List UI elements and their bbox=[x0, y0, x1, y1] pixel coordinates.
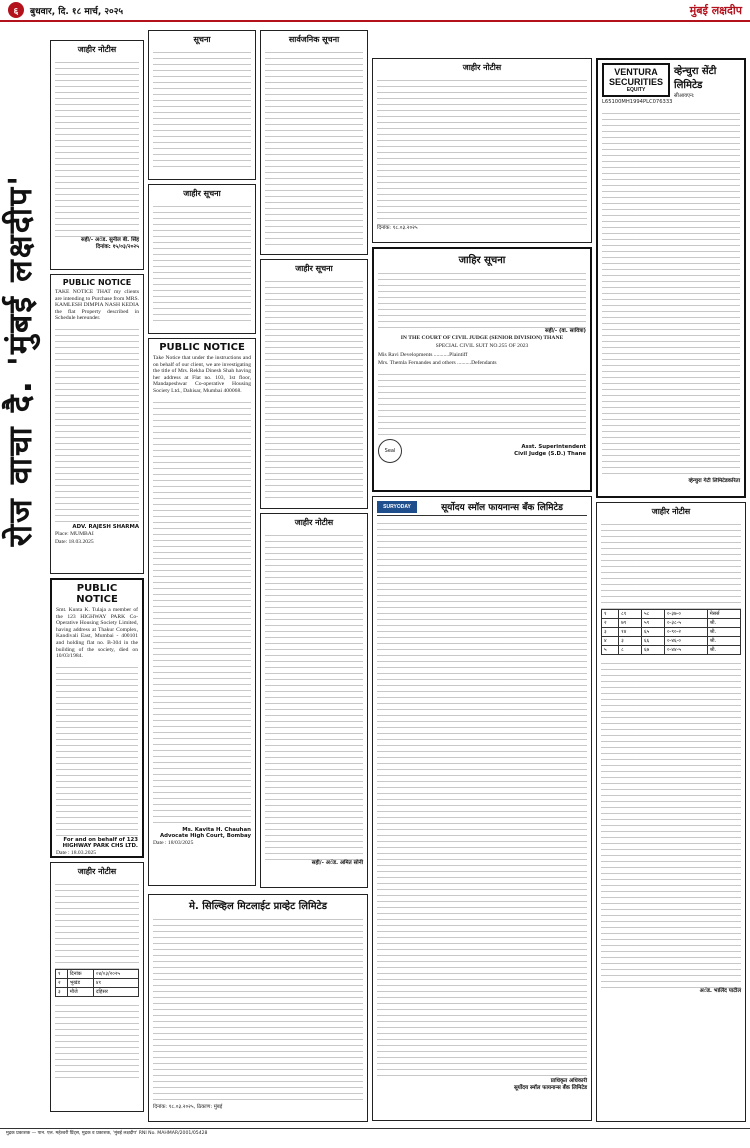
table-cell: श्री. bbox=[707, 628, 740, 637]
notice-signature: अॅड. भालिंद पाटील bbox=[699, 988, 741, 994]
notice-body bbox=[265, 47, 363, 247]
notice-date: दिनांक: १८.०३.२०२५ bbox=[377, 225, 418, 231]
table-row bbox=[602, 619, 741, 628]
table-cell: ७९ bbox=[619, 619, 642, 628]
suryoday-header bbox=[377, 500, 587, 516]
bottom-left-notice bbox=[148, 894, 368, 1124]
notice-box bbox=[50, 274, 144, 574]
notice-title: जाहीर नोटीस bbox=[77, 867, 117, 876]
notice-box bbox=[50, 578, 144, 858]
ventura-body bbox=[602, 108, 740, 478]
table-cell: २ bbox=[56, 979, 68, 988]
column-2 bbox=[148, 30, 256, 890]
notice-box bbox=[148, 30, 256, 180]
notice-box bbox=[50, 862, 144, 1112]
table-cell: ३ bbox=[619, 637, 642, 646]
masthead bbox=[0, 0, 750, 22]
notice-box bbox=[50, 40, 144, 270]
table-cell: २ bbox=[602, 619, 619, 628]
table-cell: ०-९०-२ bbox=[664, 628, 707, 637]
suryoday-signature: प्राधिकृत अधिकारी bbox=[550, 1078, 587, 1084]
notice-body-lines bbox=[56, 662, 138, 837]
column-3 bbox=[260, 30, 368, 890]
notice-title: जाहीर सूचना bbox=[295, 264, 333, 273]
notice-box bbox=[260, 513, 368, 888]
notice-date: Date : 18/03/2025 bbox=[153, 839, 194, 846]
suryoday-notice-box bbox=[372, 496, 592, 1121]
table-cell: श्री. bbox=[707, 619, 740, 628]
notice-title: PUBLIC NOTICE bbox=[62, 278, 132, 287]
notice-role: Advocate High Court, Bombay bbox=[159, 833, 251, 840]
notice-body: Take Notice that under the instructions and on behalf of our client, we are investigating the title of Mrs. Rekha Dinesh Shah having her address at Flat no. 103, 1st floor, Mandapeshwar Co-operative Housing Society Ltd., Dahisar, Mumbai 400068. bbox=[153, 355, 251, 394]
notice-signature: सही/- (वा. सावित्रा) bbox=[544, 328, 586, 334]
table-cell: ०-४४-५ bbox=[664, 646, 707, 655]
notice-date: दिनांक: १५/०३/२०२५ bbox=[95, 243, 139, 250]
table-cell: दहिसर bbox=[93, 988, 138, 997]
suryoday-name: सूर्योदय स्मॉल फायनान्स बँक लिमिटेड bbox=[441, 503, 563, 513]
court-header: IN THE COURT OF CIVIL JUDGE (SENIOR DIVISION) THANE bbox=[400, 334, 564, 341]
table-row bbox=[56, 988, 139, 997]
notice-table bbox=[55, 969, 139, 997]
table-cell: ६६ bbox=[642, 637, 665, 646]
ventura-name: व्हेन्चुरा सेंटी लिमिटेड bbox=[674, 66, 717, 91]
notice-body bbox=[153, 201, 251, 326]
notice-title: PUBLIC NOTICE bbox=[76, 583, 118, 605]
notice-body bbox=[601, 658, 741, 988]
table-cell: ४१ bbox=[93, 979, 138, 988]
notice-body bbox=[377, 75, 587, 225]
table-row bbox=[56, 979, 139, 988]
notice-body bbox=[55, 1000, 139, 1080]
ventura-signature: व्हेन्चुरा गेटी लिमिटेडकरिता bbox=[688, 477, 740, 484]
table-row bbox=[602, 628, 741, 637]
table-cell: ८१ bbox=[619, 610, 642, 619]
table-cell: ६७ bbox=[642, 646, 665, 655]
notice-box bbox=[148, 338, 256, 886]
notice-date: Date : 18.03.2025 bbox=[56, 849, 97, 856]
notice-signature: सही/- अॅड. अमित सोनी bbox=[311, 860, 363, 866]
table-cell: मौजे bbox=[67, 988, 93, 997]
notice-title: PUBLIC NOTICE bbox=[159, 342, 245, 353]
table-cell: ०-४६-० bbox=[664, 637, 707, 646]
notice-title: जाहीर नोटीस bbox=[651, 507, 691, 516]
notice-date: Date: 18.03.2025 bbox=[55, 539, 94, 546]
ventura-logo-line-1: VENTURA bbox=[614, 67, 658, 77]
notice-title: मे. सिल्व्हिल मिटलाईट प्राव्हेट लिमिटेड bbox=[189, 901, 327, 912]
notice-title: जाहीर नोटीस bbox=[294, 518, 334, 527]
issue-date: बुधवार, दि. १८ मार्च, २०२५ bbox=[30, 6, 124, 17]
notice-body bbox=[153, 47, 251, 172]
court-notice-box bbox=[372, 247, 592, 492]
court-signoff-2: Civil Judge (S.D.) Thane bbox=[514, 450, 586, 457]
notice-body-lines bbox=[55, 324, 139, 524]
column-5 bbox=[596, 58, 746, 1124]
suryoday-logo-icon: SURYODAY bbox=[377, 501, 417, 513]
table-cell: भूखंड bbox=[67, 979, 93, 988]
notice-box bbox=[596, 502, 746, 1122]
notice-body bbox=[265, 276, 363, 501]
notice-signature: Ms. Kavita H. Chauhan bbox=[182, 826, 251, 833]
footer: मुद्रक प्रकाशक — पान. एल. महेश्वरी प्रिंट्स, मुद्रक व प्रकाशक, 'मुंबई लक्षदीप' RNI No. MAHMAR/2001/05428 bbox=[0, 1128, 750, 1148]
notice-title: जाहिर सूचना bbox=[458, 255, 506, 266]
notice-signature: ADV. RAJESH SHARMA bbox=[72, 523, 139, 530]
table-cell: १ bbox=[602, 610, 619, 619]
court-signoff: Asst. Superintendent bbox=[521, 444, 586, 451]
table-cell: ३ bbox=[56, 988, 68, 997]
notice-for: For and on behalf of 123 HIGHWAY PARK CHS LTD. bbox=[62, 836, 138, 850]
column-4 bbox=[372, 58, 592, 1124]
notice-box bbox=[260, 259, 368, 509]
notice-body: Smt. Kunta K. Tulaja a member of the 123 HIGHWAY PARK Co-Operative Housing Society Limited, having address at Thakur Complex, Kandivali East, Mumbai - 400101 and holding flat no. B-304 in the building of the society, died on 10/03/1984. bbox=[56, 607, 138, 660]
notice-box bbox=[148, 894, 368, 1122]
vertical-banner-text: रोज वाचा दै. 'मुंबई लक्षदीप' bbox=[0, 173, 39, 547]
table-cell: श्री. bbox=[707, 637, 740, 646]
notice-title: जाहीर नोटीस bbox=[462, 63, 502, 72]
notice-title: जाहीर सूचना bbox=[183, 189, 221, 198]
court-body-lines bbox=[378, 369, 586, 439]
table-row bbox=[602, 646, 741, 655]
notice-place: Place: MUMBAI bbox=[55, 530, 94, 537]
notice-body-lines bbox=[153, 397, 251, 827]
table-row bbox=[602, 610, 741, 619]
ventura-notice-box bbox=[596, 58, 746, 498]
table-cell: ५९ bbox=[642, 619, 665, 628]
court-suit-number: SPECIAL CIVIL SUIT NO.255 OF 2023 bbox=[435, 343, 529, 350]
notice-box bbox=[372, 58, 592, 243]
court-seal-icon: Seal bbox=[378, 439, 402, 463]
table-cell: ०-३८-५ bbox=[664, 619, 707, 628]
suryoday-signature-2: सूर्योदय स्मॉल फायनान्स बँक लिमिटेड bbox=[514, 1084, 587, 1091]
ventura-logo-line-2: SECURITIES bbox=[608, 77, 663, 87]
table-cell: दिनांक bbox=[67, 970, 93, 979]
table-cell: ४ bbox=[602, 637, 619, 646]
table-cell: ०-३७-० bbox=[664, 610, 707, 619]
notice-body bbox=[153, 914, 363, 1104]
table-cell: ८ bbox=[619, 646, 642, 655]
notice-title: सूचना bbox=[193, 35, 211, 44]
notice-body bbox=[55, 879, 139, 969]
page-number: ६ bbox=[8, 2, 24, 18]
column-1 bbox=[50, 40, 144, 1125]
table-row bbox=[602, 637, 741, 646]
notice-title: सार्वजनिक सूचना bbox=[288, 35, 340, 44]
notice-body bbox=[601, 519, 741, 609]
table-cell: १ bbox=[56, 970, 68, 979]
table-cell: मेसर्स bbox=[707, 610, 740, 619]
ventura-logo-small: EQUITY bbox=[626, 87, 646, 93]
notice-body bbox=[378, 268, 586, 328]
table-cell: ६५ bbox=[642, 628, 665, 637]
suryoday-body bbox=[377, 518, 587, 1078]
notice-body bbox=[55, 57, 139, 237]
vertical-banner bbox=[0, 30, 39, 690]
table-cell: ५८ bbox=[642, 610, 665, 619]
court-defendant: Mrs. Themla Fernandes and others ..........Defendants bbox=[378, 360, 497, 367]
notice-box bbox=[148, 184, 256, 334]
table-cell: ०४/०३/२०२५ bbox=[93, 970, 138, 979]
court-plaintiff: Mis Ravi Developments ...........Plaintiff bbox=[378, 351, 468, 358]
table-cell: ३ bbox=[602, 628, 619, 637]
notice-body: TAKE NOTICE THAT my clients are intending to Purchase from MRS. KAMLESH DIMPIA NASH KEDIA the flat Property described in Schedule hereunder. bbox=[55, 289, 139, 322]
notice-signature: सही/- अॅड. सुनील बी. सिंह bbox=[81, 237, 139, 243]
notice-box bbox=[260, 30, 368, 255]
newspaper-brand: मुंबई लक्षदीप bbox=[689, 3, 742, 17]
ventura-sub: सीआयएन: L65100MH1994PLC076333 bbox=[602, 93, 695, 106]
ventura-logo-icon bbox=[602, 63, 670, 97]
notice-signature: दिनांक: १८.०३.२०२५, ठिकाण: मुंबई bbox=[153, 1104, 223, 1110]
land-table bbox=[601, 609, 741, 655]
notice-body bbox=[265, 530, 363, 860]
table-cell: १४ bbox=[619, 628, 642, 637]
table-cell: ५ bbox=[602, 646, 619, 655]
notice-title: जाहीर नोटीस bbox=[77, 45, 117, 54]
table-row bbox=[56, 970, 139, 979]
table-cell: श्री. bbox=[707, 646, 740, 655]
